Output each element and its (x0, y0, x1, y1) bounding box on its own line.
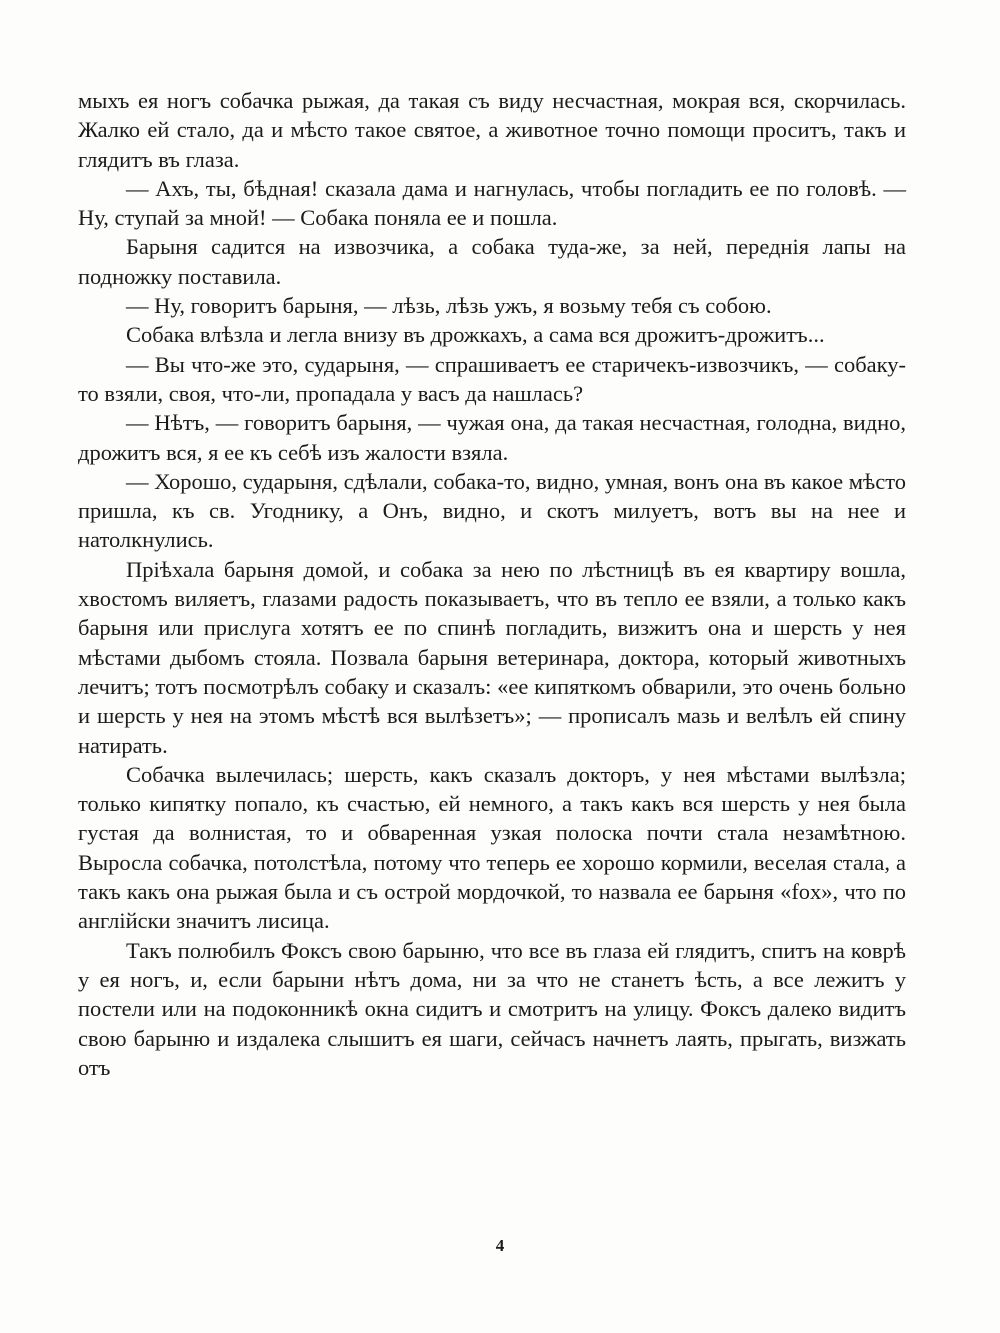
paragraph: Барыня садится на извозчика, а собака туда-же, за ней, переднія лапы на подножку поставила. (78, 234, 906, 289)
page-number: 4 (495, 1236, 505, 1255)
paragraph-dialogue: — Ахъ, ты, бѣдная! сказала дама и нагнулась, чтобы погладить ее по головѣ. — Ну, ступай за мной! — Собака поняла ее и пошла. (78, 175, 906, 231)
paragraph-dialogue: — Нѣтъ, — говоритъ барыня, — чужая она, да такая несчастная, голодна, видно, дрожитъ вся, я ее къ себѣ изъ жалости взяла. (78, 410, 906, 465)
paragraph: Такъ полюбилъ Фоксъ свою барыню, что все въ глаза ей глядитъ, спитъ на коврѣ у ея ногъ, и, если барыни нѣтъ дома, ни за что не станетъ ѣсть, а все лежитъ у постели или на подоконникѣ окна сидитъ и смотритъ на улицу. Фоксъ далеко видитъ свою барыню и издалека слышитъ ея шаги, сейчасъ начнетъ лаять, прыгать, визжать отъ (78, 937, 906, 1080)
paragraph-dialogue: — Ну, говоритъ барыня, — лѣзь, лѣзь ужъ, я возьму тебя съ собою. (126, 293, 772, 319)
paragraph-continuation: мыхъ ея ногъ собачка рыжая, да такая съ виду несчастная, мокрая вся, скорчилась. Жалко ей стало, да и мѣсто такое святое, а животное точно помощи проситъ, такъ и глядитъ въ глаза. (78, 88, 906, 172)
paragraph: Пріѣхала барыня домой, и собака за нею по лѣстницѣ въ ея квартиру вошла, хвостомъ виляетъ, глазами радость показываетъ, что въ тепло ее взяли, а только какъ барыня или прислуга хотятъ ее по спинѣ погладить, визжитъ она и шерсть у нея мѣстами дыбомъ стояла. Позвала барыня ветеринара, доктора, который животныхъ лечитъ; тотъ посмотрѣлъ собаку и сказалъ: «ее кипяткомъ обварили, это очень больно и шерсть у нея на этомъ мѣстѣ вся вылѣзетъ»; — прописалъ мазь и велѣлъ ей спину натирать. (78, 556, 906, 758)
paragraph: Собака влѣзла и легла внизу въ дрожкахъ, а сама вся дрожитъ-дрожитъ... (126, 322, 825, 348)
paragraph-dialogue: — Хорошо, сударыня, сдѣлали, собака-то, видно, умная, вонъ она въ какое мѣсто пришла, къ св. Угоднику, а Онъ, видно, и скотъ милуетъ, вотъ вы на нее и натолкнулись. (78, 468, 906, 553)
body-text (78, 86, 906, 1082)
paragraph-dialogue: — Вы что-же это, сударыня, — спрашиваетъ ее старичекъ-извозчикъ, — собаку-то взяли, своя, что-ли, пропадала у васъ да нашлась? (78, 351, 906, 406)
paragraph: Собачка вылечилась; шерсть, какъ сказалъ докторъ, у нея мѣстами вылѣзла; только кипятку попало, къ счастью, ей немного, а такъ какъ вся шерсть у нея была густая да волнистая, то и обваренная узкая полоска почти стала незамѣтною. Выросла собачка, потолстѣла, потому что теперь ее хорошо кормили, веселая стала, а такъ какъ она рыжая была и съ острой мордочкой, то назвала ее барыня «fox», что по англійски значитъ лисица. (78, 761, 906, 934)
